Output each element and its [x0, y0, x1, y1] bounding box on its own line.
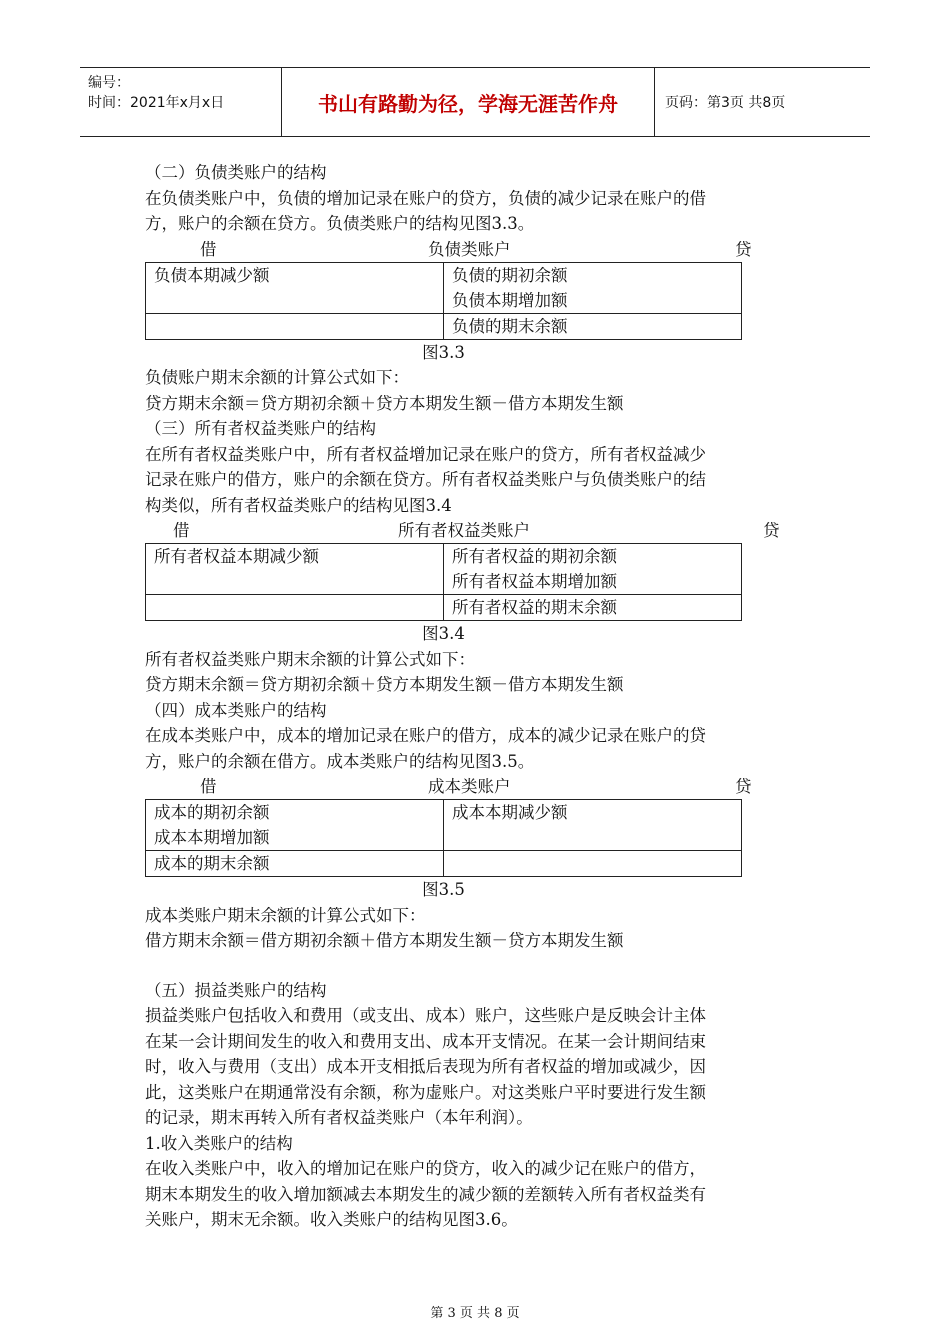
debit-cell: 成本的期初余额 成本本期增加额	[146, 800, 444, 851]
paragraph: 损益类账户包括收入和费用（或支出、成本）账户，这些账户是反映会计主体	[145, 1006, 706, 1025]
credit-cell	[444, 851, 742, 877]
paragraph: 此，这类账户在期通常没有余额，称为虚账户。对这类账户平时要进行发生额	[145, 1082, 706, 1102]
paragraph: 构类似，所有者权益类账户的结构见图3.4	[145, 495, 452, 515]
paragraph: 方，账户的余额在贷方。负债类账户的结构见图3.3。	[145, 214, 535, 233]
paragraph: 在所有者权益类账户中，所有者权益增加记录在账户的贷方，所有者权益减少	[145, 444, 706, 464]
header-motto: 书山有路勤为径，学海无涯苦作舟	[282, 68, 655, 136]
debit-label: 借	[200, 777, 217, 796]
formula: 贷方期末余额＝贷方期初余额＋贷方本期发生额－借方本期发生额	[145, 393, 624, 413]
spacer	[145, 954, 805, 978]
account-header-equity	[145, 518, 805, 543]
section-title-cost: （四）成本类账户的结构	[145, 700, 327, 720]
subsection-title-revenue: 1.收入类账户的结构	[145, 1133, 293, 1153]
number-label: 编号：	[88, 75, 130, 91]
paragraph: 方，账户的余额在借方。成本类账户的结构见图3.5。	[145, 751, 535, 771]
t-account-liabilities	[145, 262, 742, 340]
paragraph: 期末本期发生的收入增加额减去本期发生的减少额的差额转入所有者权益类有	[145, 1184, 706, 1204]
credit-label: 贷	[763, 521, 780, 540]
paragraph: 在成本类账户中，成本的增加记录在账户的借方，成本的减少记录在账户的贷	[145, 726, 706, 745]
paragraph: 记录在账户的借方，账户的余额在贷方。所有者权益类账户与负债类账户的结	[145, 470, 706, 489]
paragraph: 在负债类账户中，负债的增加记录在账户的贷方，负债的减少记录在账户的借	[145, 188, 706, 208]
figure-caption: 图3.3	[422, 342, 465, 362]
paragraph: 在某一会计期间发生的收入和费用支出、成本开支情况。在某一会计期间结束	[145, 1031, 706, 1051]
account-name: 成本类账户	[428, 777, 511, 796]
account-name: 负债类账户	[428, 239, 511, 259]
debit-label: 借	[200, 239, 217, 259]
t-account-equity	[145, 543, 742, 621]
formula: 贷方期末余额＝贷方期初余额＋贷方本期发生额－借方本期发生额	[145, 675, 624, 694]
account-name: 所有者权益类账户	[398, 521, 530, 540]
credit-label: 贷	[735, 777, 752, 796]
credit-cell: 负债的期初余额 负债本期增加额	[444, 262, 742, 313]
debit-cell: 成本的期末余额	[146, 851, 444, 877]
credit-cell: 所有者权益的期初余额 所有者权益本期增加额	[444, 544, 742, 595]
figure-caption: 图3.5	[422, 880, 465, 899]
formula: 借方期末余额＝借方期初余额＋借方本期发生额－贷方本期发生额	[145, 931, 624, 950]
page-header	[80, 67, 870, 137]
formula-intro: 负债账户期末余额的计算公式如下：	[145, 368, 409, 387]
debit-cell	[146, 313, 444, 339]
paragraph: 时，收入与费用（支出）成本开支相抵后表现为所有者权益的增加或减少，因	[145, 1057, 706, 1076]
header-meta	[80, 68, 282, 136]
formula-intro: 所有者权益类账户期末余额的计算公式如下：	[145, 649, 475, 669]
t-account-cost	[145, 799, 742, 877]
account-header-cost	[145, 774, 805, 799]
figure-caption: 图3.4	[422, 624, 465, 643]
debit-cell: 负债本期减少额	[146, 262, 444, 313]
section-title-liabilities: （二）负债类账户的结构	[145, 163, 327, 182]
formula-intro: 成本类账户期末余额的计算公式如下：	[145, 905, 426, 925]
credit-cell: 成本本期减少额	[444, 800, 742, 851]
section-title-equity: （三）所有者权益类账户的结构	[145, 419, 376, 438]
paragraph: 的记录，期末再转入所有者权益类账户（本年利润）。	[145, 1108, 533, 1127]
paragraph: 关账户，期末无余额。收入类账户的结构见图3.6。	[145, 1210, 518, 1229]
paragraph: 在收入类账户中，收入的增加记在账户的贷方，收入的减少记在账户的借方，	[145, 1159, 706, 1178]
account-header-liabilities	[145, 237, 805, 262]
date-label: 时间：2021年x月x日	[88, 95, 225, 111]
page-footer: 第 3 页 共 8 页	[430, 1306, 520, 1321]
debit-cell	[146, 595, 444, 621]
debit-label: 借	[173, 521, 190, 540]
credit-cell: 负债的期末余额	[444, 313, 742, 339]
credit-label: 贷	[735, 239, 752, 259]
debit-cell: 所有者权益本期减少额	[146, 544, 444, 595]
credit-cell: 所有者权益的期末余额	[444, 595, 742, 621]
section-title-profit-loss: （五）损益类账户的结构	[145, 980, 327, 1000]
header-page-number: 页码：第3页 共8页	[665, 95, 786, 111]
document-body	[145, 160, 805, 1233]
